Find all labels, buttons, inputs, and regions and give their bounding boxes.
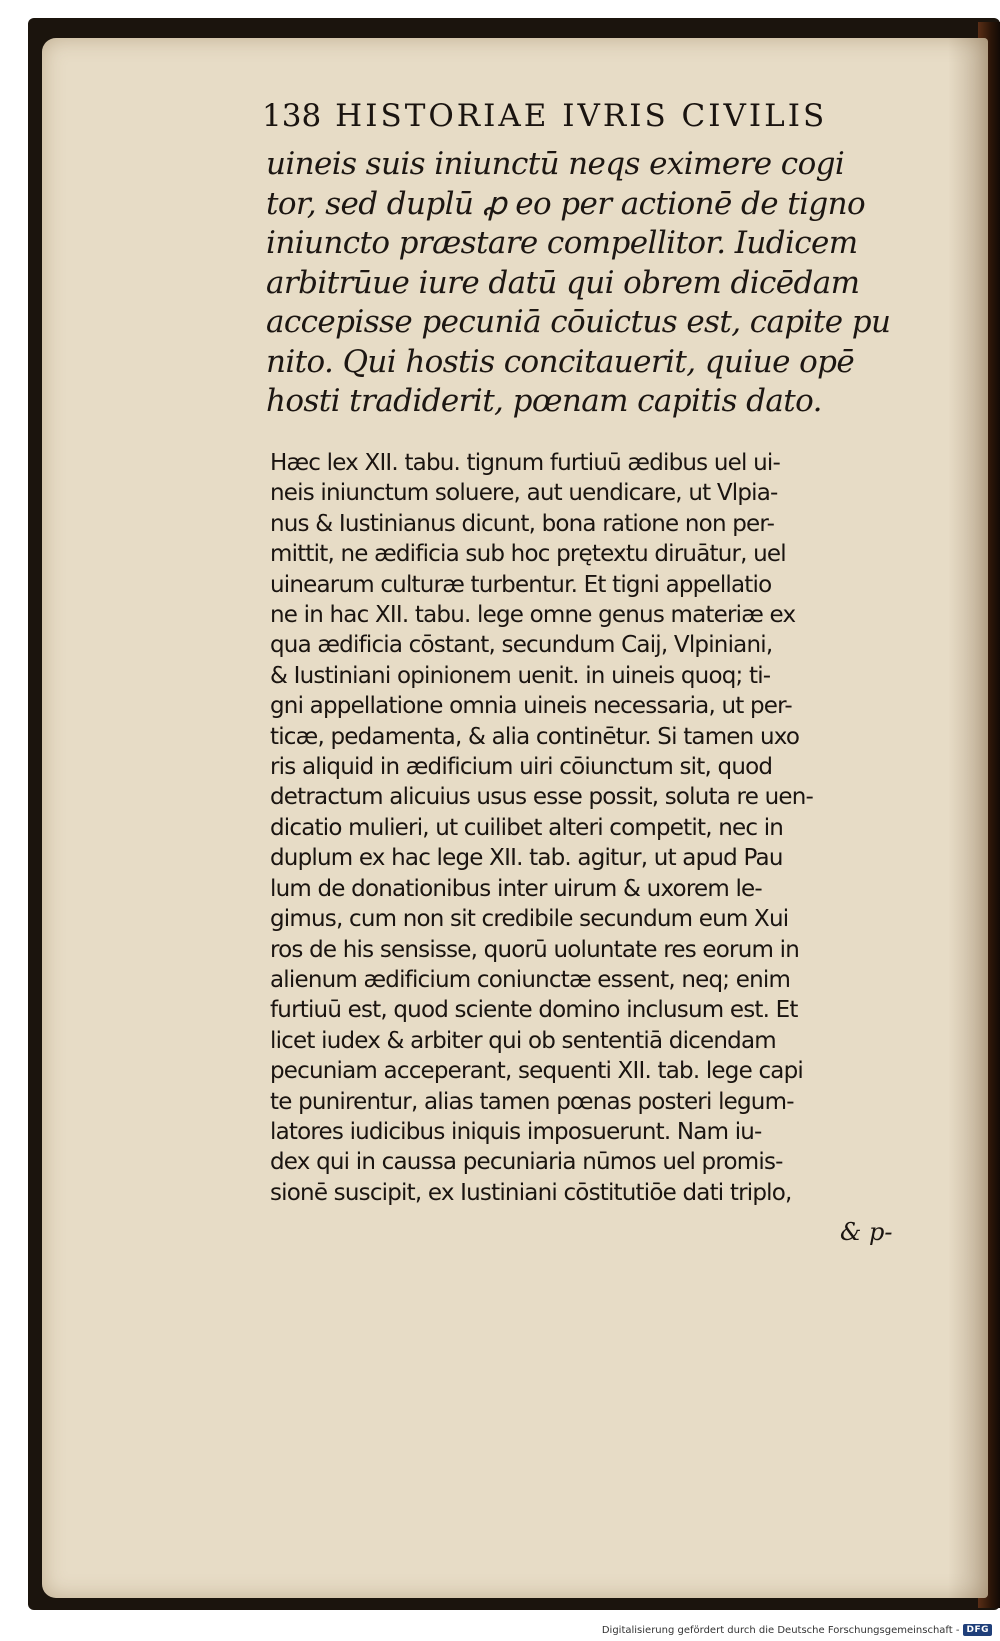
dfg-logo-icon: DFG xyxy=(963,1624,992,1636)
commentary-line: dex qui in caussa pecuniaria nūmos uel promis- xyxy=(270,1149,783,1176)
commentary-line: dicatio mulieri, ut cuilibet alteri competit, nec in xyxy=(270,814,784,841)
law-text-line: tor, sed duplū ꝓ eo per actionē de tigno xyxy=(266,185,866,222)
digitization-footer xyxy=(602,1621,992,1639)
running-title: HISTORIAE IVRIS CIVILIS xyxy=(335,98,828,134)
commentary-line: ris aliquid in ædificium uiri cōiunctum sit, quod xyxy=(270,754,773,781)
commentary-line: ne in hac XII. tabu. lege omne genus materiæ ex xyxy=(270,602,796,629)
commentary-line: pecuniam acceperant, sequenti XII. tab. lege capi xyxy=(270,1058,803,1085)
law-text-line: uineis suis iniunctū neqs eximere cogi xyxy=(266,146,845,182)
commentary-line: alienum ædificium coniunctæ essent, neq; enim xyxy=(270,966,791,993)
commentary-line: furtiuū est, quod sciente domino inclusum est. Et xyxy=(270,997,798,1024)
commentary-line: mittit, ne ædificia sub hoc prętextu diruātur, uel xyxy=(270,541,786,568)
law-text-line: arbitrūue iure datū qui obrem dicēdam xyxy=(266,264,860,301)
running-head xyxy=(262,98,902,134)
funding-credit: Digitalisierung gefördert durch die Deutsche Forschungsgemeinschaft - xyxy=(601,1624,960,1636)
catchword: & p- xyxy=(840,1218,893,1246)
commentary-line: te punirentur, alias tamen pœnas posteri legum- xyxy=(270,1088,794,1115)
commentary-line: Hæc lex XII. tabu. tignum furtiuū ædibus uel ui- xyxy=(270,450,780,476)
law-text-line: hosti tradiderit, pœnam capitis dato. xyxy=(266,383,822,419)
commentary-line: gimus, cum non sit credibile secundum eum Xui xyxy=(270,906,789,933)
law-text-line: accepisse pecuniā cōuictus est, capite pu xyxy=(266,304,891,340)
law-text-line: nito. Qui hostis concitauerit, quiue opē xyxy=(266,343,855,380)
commentary-line: neis iniunctum soluere, aut uendicare, ut Vlpia- xyxy=(270,480,778,507)
law-text-block xyxy=(266,145,906,422)
commentary-line: gni appellatione omnia uineis necessaria, ut per- xyxy=(270,693,792,720)
commentary-line: sionē suscipit, ex Iustiniani cōstitutiōe dati triplo, xyxy=(270,1179,792,1206)
commentary-line: qua ædificia cōstant, secundum Caij, Vlpiniani, xyxy=(270,632,773,659)
commentary-line: latores iudicibus iniquis imposuerunt. Nam iu- xyxy=(270,1118,762,1145)
commentary-block xyxy=(270,448,910,1208)
law-text-line: iniuncto præstare compellitor. Iudicem xyxy=(266,225,858,261)
commentary-line: ros de his sensisse, quorū uoluntate res eorum in xyxy=(270,936,799,963)
commentary-line: duplum ex hac lege XII. tab. agitur, ut apud Pau xyxy=(270,845,783,872)
commentary-line: lum de donationibus inter uirum & uxorem le- xyxy=(270,875,762,902)
commentary-line: nus & Iustinianus dicunt, bona ratione non per- xyxy=(270,510,775,537)
commentary-line: detractum alicuius usus esse possit, soluta re uen- xyxy=(270,784,813,811)
commentary-line: & Iustiniani opinionem uenit. in uineis quoq; ti- xyxy=(270,662,771,689)
commentary-line: licet iudex & arbiter qui ob sententiā dicendam xyxy=(270,1027,776,1054)
commentary-line: uinearum culturæ turbentur. Et tigni appellatio xyxy=(270,571,772,598)
page-number: 138 xyxy=(262,98,322,134)
commentary-line: ticæ, pedamenta, & alia continētur. Si tamen uxo xyxy=(270,723,800,750)
